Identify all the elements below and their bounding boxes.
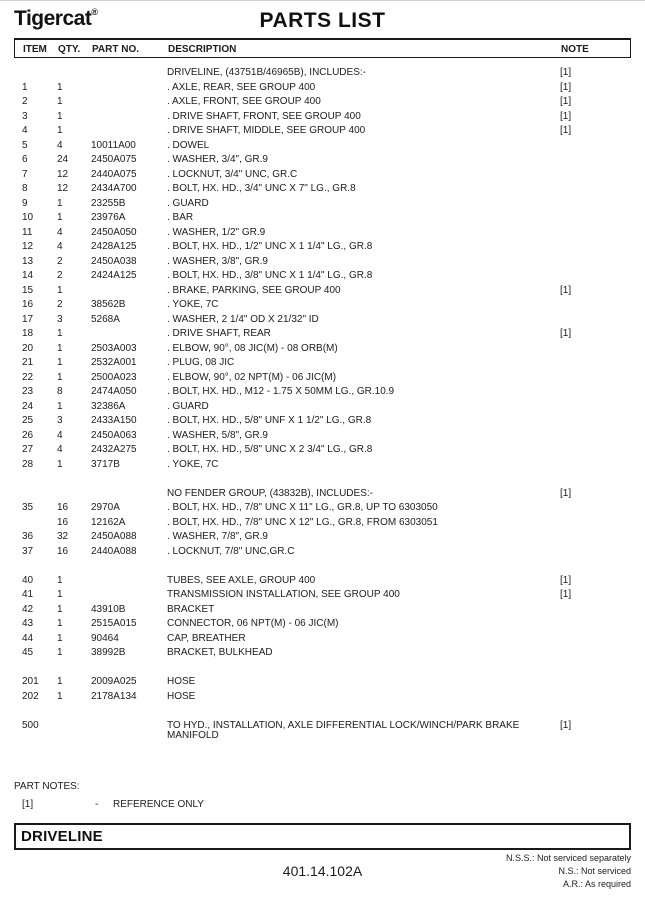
cell-note: [557, 416, 631, 427]
cell-description: . BOLT, HX. HD., 3/4" UNC X 7" LG., GR.8: [167, 183, 356, 194]
cell-item: 42: [22, 603, 34, 615]
cell-description: . YOKE, 7C: [167, 299, 219, 310]
table-row: [14, 605, 631, 616]
cell-note: [557, 387, 631, 398]
table-row: [14, 634, 631, 645]
cell-qty: 16: [57, 545, 69, 557]
cell-note: [557, 257, 631, 268]
cell-description: . DRIVE SHAFT, MIDDLE, SEE GROUP 400: [167, 125, 366, 136]
cell-item: 17: [22, 313, 34, 325]
cell-note: [557, 619, 631, 630]
table-row: [14, 402, 631, 413]
cell-qty: 4: [57, 241, 63, 252]
cell-qty: 1: [57, 647, 63, 658]
cell-item: 44: [22, 632, 34, 644]
cell-description: NO FENDER GROUP, (43832B), INCLUDES:-: [167, 487, 373, 499]
cell-part-no: 2450A063: [91, 429, 137, 441]
cell-description: . GUARD: [167, 400, 209, 412]
cell-note: [557, 460, 631, 471]
cell-note: [557, 315, 631, 326]
page-title: PARTS LIST: [259, 9, 386, 32]
cell-part-no: 90464: [91, 632, 119, 644]
table-row: [14, 677, 631, 688]
table-row: [14, 344, 631, 355]
cell-item: 6: [22, 154, 28, 165]
cell-part-no: 2432A275: [91, 444, 137, 455]
cell-part-no: [91, 83, 167, 94]
cell-item: 13: [22, 255, 34, 267]
cell-part-no: 2532A001: [91, 357, 137, 368]
cell-part-no: 2970A: [91, 502, 120, 513]
column-header-note: NOTE: [561, 44, 589, 55]
cell-description: HOSE: [167, 676, 196, 687]
cell-description: . PLUG, 08 JIC: [167, 357, 235, 368]
cell-qty: 1: [57, 632, 63, 644]
cell-part-no: 2434A700: [91, 183, 137, 194]
cell-note: [1]: [560, 284, 572, 296]
cell-description: HOSE: [167, 690, 196, 702]
column-header-part-no: PART NO.: [92, 44, 140, 55]
cell-part-no: [91, 590, 167, 601]
registered-trademark-symbol: ®: [91, 7, 98, 17]
cell-qty: 2: [57, 255, 63, 267]
cell-description: . WASHER, 1/2" GR.9: [167, 226, 266, 238]
cell-part-no: 2178A134: [91, 690, 137, 702]
cell-description: . BOLT, HX. HD., 5/8" UNF X 1 1/2" LG., GR.8: [167, 415, 372, 426]
cell-item: 202: [22, 690, 39, 702]
cell-qty: 1: [57, 284, 63, 296]
cell-note: [557, 155, 631, 166]
cell-part-no: 23255B: [91, 197, 126, 209]
cell-note: [557, 184, 631, 195]
cell-qty: 1: [57, 676, 63, 687]
cell-item: 37: [22, 545, 34, 557]
cell-description: CONNECTOR, 06 NPT(M) - 06 JIC(M): [167, 618, 339, 629]
cell-part-no: 2433A150: [91, 415, 137, 426]
table-row: [14, 518, 631, 529]
cell-qty: 16: [57, 516, 69, 528]
cell-description: . WASHER, 2 1/4" OD X 21/32" ID: [167, 313, 319, 325]
cell-note: [557, 242, 631, 253]
cell-qty: 1: [57, 371, 63, 383]
cell-description: . WASHER, 5/8", GR.9: [167, 429, 268, 441]
table-row: [14, 532, 631, 543]
cell-item: 2: [22, 96, 28, 107]
cell-description: . DOWEL: [167, 139, 210, 151]
table-row: [14, 576, 631, 587]
cell-note: [557, 532, 631, 543]
table-row: [14, 213, 631, 224]
cell-description: . BRAKE, PARKING, SEE GROUP 400: [167, 284, 341, 296]
cell-note: [557, 634, 631, 645]
cell-description: BRACKET, BULKHEAD: [167, 647, 273, 658]
cell-item: 43: [22, 618, 34, 629]
cell-description: . AXLE, REAR, SEE GROUP 400: [167, 81, 316, 93]
cell-item: 21: [22, 357, 34, 368]
cell-part-no: 2009A025: [91, 676, 137, 687]
cell-qty: [57, 489, 91, 500]
cell-description: . BOLT, HX. HD., 3/8" UNC X 1 1/4" LG., GR.8: [167, 270, 373, 281]
cell-description: . LOCKNUT, 7/8" UNC,GR.C: [167, 545, 295, 557]
legend-line-nss: N.S.S.: Not serviced separately: [505, 853, 631, 863]
cell-item: 4: [22, 125, 28, 136]
cell-qty: [57, 721, 91, 742]
table-column-header: [14, 38, 631, 58]
table-row: [14, 692, 631, 703]
cell-description: . WASHER, 3/4", GR.9: [167, 154, 268, 165]
cell-note: [1]: [560, 110, 572, 122]
cell-qty: 2: [57, 299, 63, 310]
cell-part-no: [91, 576, 167, 587]
cell-item: 18: [22, 328, 34, 339]
table-row: [14, 648, 631, 659]
cell-item: 8: [22, 183, 28, 194]
cell-part-no: [91, 489, 167, 500]
cell-note: [1]: [560, 574, 572, 586]
cell-qty: 16: [57, 502, 69, 513]
cell-item: 27: [22, 444, 34, 455]
cell-qty: 1: [57, 458, 63, 470]
cell-qty: 1: [57, 81, 63, 93]
cell-description: BRACKET: [167, 603, 215, 615]
cell-note: [557, 402, 631, 413]
table-row: [14, 257, 631, 268]
cell-note: [557, 547, 631, 558]
cell-qty: 1: [57, 589, 63, 600]
cell-description: . BOLT, HX. HD., 5/8" UNC X 2 3/4" LG., GR.8: [167, 444, 373, 455]
cell-description: . WASHER, 3/8", GR.9: [167, 255, 268, 267]
cell-description: . YOKE, 7C: [167, 458, 219, 470]
cell-qty: 4: [57, 139, 63, 151]
cell-item: [22, 68, 57, 79]
cell-note: [1]: [560, 589, 572, 600]
cell-part-no: 2474A050: [91, 386, 137, 397]
cell-qty: 32: [57, 531, 69, 542]
table-row: [14, 228, 631, 239]
cell-note: [557, 213, 631, 224]
cell-note: [557, 677, 631, 688]
cell-part-no: 38562B: [91, 299, 126, 310]
cell-description: . BOLT, HX. HD., 1/2" UNC X 1 1/4" LG., GR.8: [167, 241, 373, 252]
cell-item: 41: [22, 589, 34, 600]
cell-part-no: 10011A00: [91, 139, 136, 151]
cell-note: [557, 431, 631, 442]
cell-item: [22, 518, 57, 529]
cell-description: . DRIVE SHAFT, REAR: [167, 328, 271, 339]
cell-item: 1: [22, 81, 28, 93]
cell-qty: 1: [57, 342, 63, 354]
cell-part-no: [91, 68, 167, 79]
cell-description: . AXLE, FRONT, SEE GROUP 400: [167, 96, 321, 107]
table-row: [14, 460, 631, 471]
cell-item: 40: [22, 574, 34, 586]
parts-table-body: [14, 65, 631, 746]
cell-item: 35: [22, 502, 34, 513]
document-number: 401.14.102A: [282, 863, 363, 879]
cell-item: 3: [22, 110, 28, 122]
cell-item: 9: [22, 197, 28, 209]
cell-item: 14: [22, 270, 34, 281]
cell-item: 24: [22, 400, 34, 412]
part-note-ref: [1]: [22, 799, 34, 810]
cell-qty: 4: [57, 429, 63, 441]
cell-description: . LOCKNUT, 3/4" UNC, GR.C: [167, 168, 298, 180]
cell-part-no: [91, 286, 167, 297]
cell-note: [557, 692, 631, 703]
cell-qty: 3: [57, 415, 63, 426]
cell-note: [1]: [560, 487, 572, 499]
cell-qty: 1: [57, 328, 63, 339]
column-header-qty: QTY.: [58, 44, 81, 55]
cell-part-no: 2450A075: [91, 154, 137, 165]
cell-qty: 1: [57, 96, 63, 107]
cell-part-no: 2440A088: [91, 545, 137, 557]
cell-note: [557, 503, 631, 514]
cell-note: [557, 271, 631, 282]
cell-item: 15: [22, 284, 34, 296]
cell-part-no: 2450A088: [91, 531, 137, 542]
cell-part-no: 2500A023: [91, 371, 137, 383]
table-row: [14, 300, 631, 311]
cell-qty: 24: [57, 154, 69, 165]
cell-qty: 4: [57, 226, 63, 238]
table-row: [14, 286, 631, 297]
cell-part-no: 2450A038: [91, 255, 137, 267]
section-title-label: DRIVELINE: [21, 828, 103, 845]
cell-description: . DRIVE SHAFT, FRONT, SEE GROUP 400: [167, 110, 361, 122]
cell-part-no: 2440A075: [91, 168, 137, 180]
cell-description: . ELBOW, 90°, 02 NPT(M) - 06 JIC(M): [167, 371, 337, 383]
cell-qty: 1: [57, 212, 63, 223]
cell-part-no: 2450A050: [91, 226, 137, 238]
cell-note: [557, 344, 631, 355]
cell-item: 25: [22, 415, 34, 426]
table-row: [14, 315, 631, 326]
table-row: [14, 271, 631, 282]
cell-part-no: 2424A125: [91, 270, 137, 281]
cell-part-no: 5268A: [91, 313, 120, 325]
table-row: [14, 590, 631, 601]
cell-note: [1]: [560, 67, 572, 78]
cell-note: [1]: [560, 328, 572, 339]
table-row: [14, 445, 631, 456]
row-spacer: [14, 561, 631, 572]
cell-qty: 1: [57, 603, 63, 615]
cell-description: TRANSMISSION INSTALLATION, SEE GROUP 400: [167, 589, 400, 600]
cell-item: 16: [22, 299, 34, 310]
table-row: [14, 503, 631, 514]
cell-description: . BOLT, HX. HD., M12 - 1.75 X 50MM LG., GR.10.9: [167, 386, 395, 397]
cell-qty: 1: [57, 574, 63, 586]
table-row: [14, 83, 631, 94]
cell-item: 11: [22, 226, 33, 238]
cell-note: [557, 358, 631, 369]
table-row: [14, 126, 631, 137]
cell-part-no: [91, 126, 167, 137]
cell-note: [557, 373, 631, 384]
cell-part-no: [91, 97, 167, 108]
cell-description: DRIVELINE, (43751B/46965B), INCLUDES:-: [167, 67, 366, 78]
cell-item: 20: [22, 342, 34, 354]
cell-description: . BOLT, HX. HD., 7/8" UNC X 12" LG., GR.8, FROM 6303051: [167, 516, 438, 528]
cell-note: [1]: [560, 81, 572, 93]
cell-note: [557, 170, 631, 181]
cell-item: 22: [22, 371, 34, 383]
cell-part-no: 43910B: [91, 603, 126, 615]
cell-qty: 3: [57, 313, 63, 325]
table-row: [14, 358, 631, 369]
table-row: [14, 329, 631, 340]
table-row: [14, 155, 631, 166]
part-note-text: REFERENCE ONLY: [113, 799, 204, 810]
cell-part-no: 32386A: [91, 400, 126, 412]
cell-part-no: [91, 112, 167, 123]
part-note-line: [14, 799, 204, 810]
table-row: [14, 416, 631, 427]
cell-qty: 1: [57, 400, 63, 412]
column-header-description: DESCRIPTION: [168, 44, 237, 55]
cell-item: 201: [22, 676, 39, 687]
cell-qty: 1: [57, 125, 63, 136]
table-row: [14, 489, 631, 500]
cell-note: [1]: [560, 125, 572, 136]
cell-part-no: [91, 721, 167, 742]
row-spacer: [14, 663, 631, 674]
table-row: [14, 141, 631, 152]
cell-qty: 8: [57, 386, 63, 397]
row-spacer: [14, 474, 631, 485]
cell-note: [557, 199, 631, 210]
cell-qty: 1: [57, 197, 63, 209]
table-row: [14, 170, 631, 181]
cell-item: 26: [22, 429, 34, 441]
cell-item: [22, 489, 57, 500]
table-row: [14, 387, 631, 398]
table-row: [14, 97, 631, 108]
cell-description: . ELBOW, 90°, 08 JIC(M) - 08 ORB(M): [167, 342, 338, 354]
cell-qty: 1: [57, 690, 63, 702]
table-row: [14, 68, 631, 79]
cell-qty: 1: [57, 357, 63, 368]
cell-note: [557, 518, 631, 529]
table-row: [14, 184, 631, 195]
cell-item: 10: [22, 212, 34, 223]
cell-description: TUBES, SEE AXLE, GROUP 400: [167, 574, 316, 586]
cell-description: . BAR: [167, 212, 194, 223]
cell-item: 5: [22, 139, 28, 151]
cell-note: [1]: [560, 719, 572, 731]
cell-note: [557, 605, 631, 616]
table-row: [14, 112, 631, 123]
table-row: [14, 199, 631, 210]
logo-text: Tigercat: [14, 7, 92, 30]
cell-description: . BOLT, HX. HD., 7/8" UNC X 11" LG., GR.8, UP TO 6303050: [167, 502, 438, 513]
cell-qty: 12: [57, 183, 69, 194]
cell-description: . WASHER, 7/8", GR.9: [167, 531, 268, 542]
cell-qty: 12: [57, 168, 69, 180]
table-row: [14, 373, 631, 384]
cell-qty: 1: [57, 618, 63, 629]
cell-part-no: 38992B: [91, 647, 126, 658]
cell-note: [557, 300, 631, 311]
cell-part-no: 2515A015: [91, 618, 137, 629]
cell-note: [557, 141, 631, 152]
cell-item: 7: [22, 168, 28, 180]
cell-note: [557, 228, 631, 239]
table-row: [14, 619, 631, 630]
part-notes-section: [14, 781, 204, 810]
legend-line-ns: N.S.: Not serviced: [558, 865, 631, 876]
cell-qty: 1: [57, 110, 63, 122]
cell-qty: 2: [57, 270, 63, 281]
cell-part-no: 2503A003: [91, 342, 137, 354]
cell-item: 45: [22, 647, 34, 658]
table-row: [14, 431, 631, 442]
cell-description: CAP, BREATHER: [167, 632, 246, 644]
table-row: [14, 547, 631, 558]
cell-part-no: 12162A: [91, 516, 126, 528]
row-spacer: [14, 706, 631, 717]
cell-qty: 4: [57, 444, 63, 455]
section-title-box: [14, 823, 631, 850]
part-notes-heading: PART NOTES:: [14, 781, 80, 792]
table-row: [14, 721, 631, 742]
cell-item: 500: [22, 719, 39, 731]
cell-part-no: 2428A125: [91, 241, 137, 252]
cell-item: 36: [22, 531, 34, 542]
cell-description: TO HYD., INSTALLATION, AXLE DIFFERENTIAL LOCK/WINCH/PARK BRAKE MANIFOLD: [167, 719, 520, 741]
part-note-separator: -: [95, 799, 99, 810]
cell-part-no: [91, 329, 167, 340]
cell-item: 12: [22, 241, 34, 252]
cell-note: [557, 648, 631, 659]
cell-note: [1]: [560, 96, 572, 107]
cell-description: . GUARD: [167, 197, 209, 209]
cell-item: 23: [22, 386, 34, 397]
table-row: [14, 242, 631, 253]
cell-qty: [57, 68, 91, 79]
column-header-item: ITEM: [23, 44, 47, 55]
cell-note: [557, 445, 631, 456]
cell-part-no: 3717B: [91, 458, 120, 470]
cell-item: 28: [22, 458, 34, 470]
cell-part-no: 23976A: [91, 212, 126, 223]
legend-line-ar: A.R.: As required: [562, 878, 631, 889]
